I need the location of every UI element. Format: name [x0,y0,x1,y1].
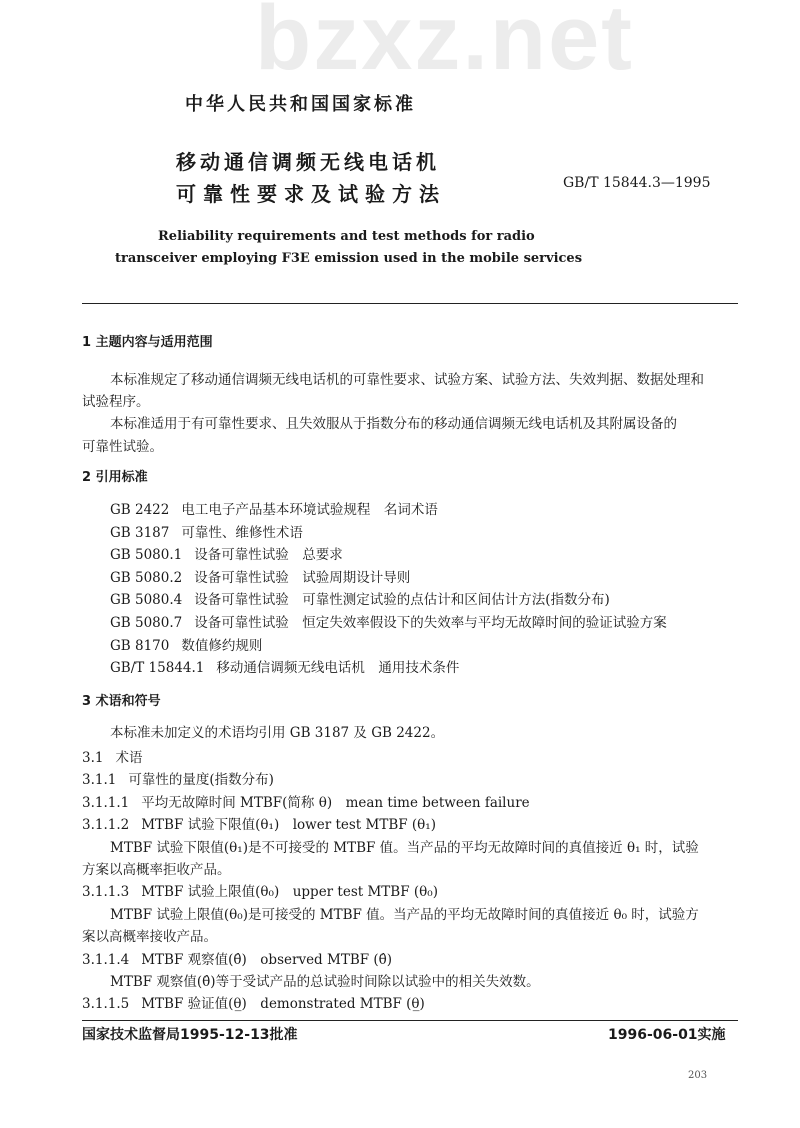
term-line [110,839,699,857]
reference-code: GB 3187 [110,524,170,541]
term-line [110,906,699,924]
paragraph-line: 试验程序。 [82,394,150,410]
reference-title: 设备可靠性试验 总要求 [194,547,343,564]
page-number: 203 [688,1070,708,1081]
reference-item [110,501,438,519]
reference-code: GB 2422 [110,502,170,518]
section-heading: 1 主题内容与适用范围 [82,335,213,350]
term-number: 3.1.1.5 [82,996,130,1013]
term-number: 3.1 [82,750,104,766]
reference-item [110,569,410,587]
approval-text: 国家技术监督局1995-12-13批准 [82,1027,298,1043]
term-text: MTBF 验证值(θ̲) demonstrated MTBF (θ̲) [141,996,425,1013]
term-text: MTBF 观察值(θ̂) observed MTBF (θ̂) [141,951,393,968]
watermark: bzxz.net [255,0,634,89]
paragraph-line: 本标准未加定义的术语均引用 GB 3187 及 GB 2422。 [110,725,445,741]
reference-code: GB 5080.7 [110,615,183,631]
reference-code: GB/T 15844.1 [110,660,205,677]
term-text: 平均无故障时间 MTBF(简称 θ) mean time between failure [141,794,530,811]
header-divider [82,303,738,304]
reference-item [110,659,459,677]
term-line [82,794,530,812]
term-line [82,816,436,834]
title-en-line1: Reliability requirements and test methods for radio [158,229,535,244]
reference-item [110,614,667,632]
term-text: MTBF 试验上限值(θ₀) upper test MTBF (θ₀) [141,884,438,901]
reference-code: GB 5080.2 [110,569,183,586]
term-text: 方案以高概率拒收产品。 [82,862,231,878]
term-text: 术语 [115,750,143,766]
reference-code: GB 8170 [110,637,170,654]
term-number: 3.1.1.4 [82,951,130,968]
term-line [82,995,425,1013]
reference-item [110,637,262,655]
term-text: MTBF 试验上限值(θ₀)是可接受的 MTBF 值。当产品的平均无故障时间的真值接近 θ₀ 时，试验方 [110,906,699,923]
section-heading: 3 术语和符号 [82,694,161,709]
reference-code: GB 5080.1 [110,547,183,564]
paragraph-line: 本标准适用于有可靠性要求、且失效服从于指数分布的移动通信调频无线电话机及其附属设备的 [110,416,677,432]
reference-title: 电工电子产品基本环境试验规程 名词术语 [181,502,438,518]
term-line [110,973,540,991]
reference-item [110,546,343,564]
term-line [82,861,231,879]
reference-title: 可靠性、维修性术语 [181,524,303,541]
standard-code: GB/T 15844.3—1995 [563,175,711,191]
title-cn-line1: 移动通信调频无线电话机 [176,150,440,174]
term-line [82,749,142,767]
reference-title: 设备可靠性试验 可靠性测定试验的点估计和区间估计方法(指数分布) [194,592,610,609]
term-number: 3.1.1 [82,772,117,789]
section-heading: 2 引用标准 [82,470,148,485]
term-text: MTBF 观察值(θ̂)等于受试产品的总试验时间除以试验中的相关失效数。 [110,974,540,990]
implementation-text: 1996-06-01实施 [608,1027,726,1043]
term-line [82,883,438,901]
reference-title: 数值修约规则 [181,637,263,654]
reference-title: 设备可靠性试验 试验周期设计导则 [194,569,411,586]
footer-divider [82,1020,738,1021]
reference-item [110,524,303,542]
term-text: MTBF 试验下限值(θ₁) lower test MTBF (θ₁) [141,817,436,834]
term-text: MTBF 试验下限值(θ₁)是不可接受的 MTBF 值。当产品的平均无故障时间的真值接近 θ₁ 时，试验 [110,839,699,856]
term-text: 可靠性的量度(指数分布) [128,772,274,789]
reference-title: 设备可靠性试验 恒定失效率假设下的失效率与平均无故障时间的验证试验方案 [194,615,667,631]
term-number: 3.1.1.3 [82,884,130,901]
term-line [82,771,274,789]
term-number: 3.1.1.1 [82,794,130,811]
term-line [82,928,217,946]
reference-title: 移动通信调频无线电话机 通用技术条件 [216,660,460,677]
title-cn-line2: 可靠性要求及试验方法 [176,182,446,206]
national-standard-label: 中华人民共和国国家标准 [185,94,416,115]
term-number: 3.1.1.2 [82,817,130,834]
reference-code: GB 5080.4 [110,592,183,609]
title-en-line2: transceiver employing F3E emission used in the mobile services [115,251,583,266]
term-text: 案以高概率接收产品。 [82,929,217,946]
term-line [82,951,392,969]
paragraph-line: 本标准规定了移动通信调频无线电话机的可靠性要求、试验方案、试验方法、失效判据、数据处理和 [110,372,704,388]
paragraph-line: 可靠性试验。 [82,439,163,455]
reference-item [110,591,610,609]
